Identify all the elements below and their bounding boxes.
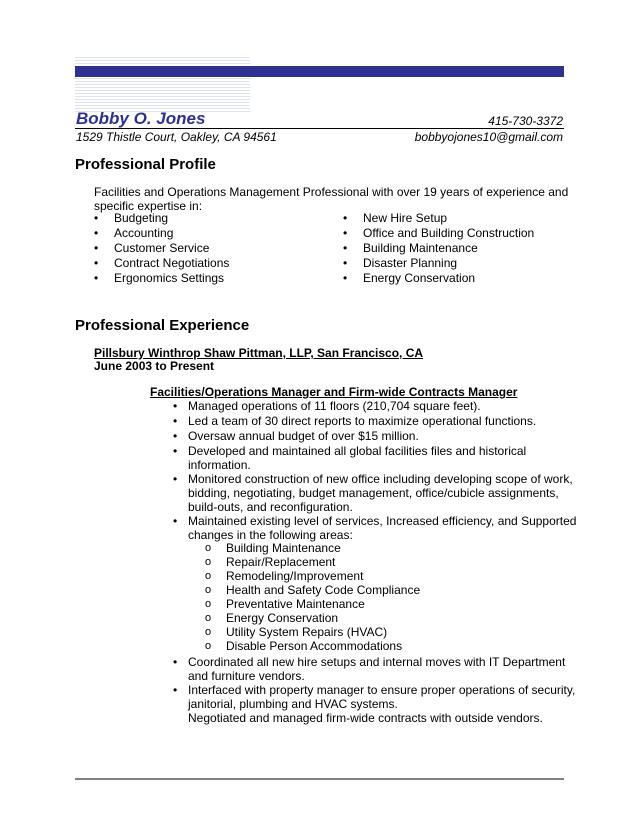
sub-bullet: o	[205, 598, 212, 610]
duty-line: Led a team of 30 direct reports to maximize operational functions.	[188, 414, 537, 428]
bullet-dot: •	[173, 444, 178, 458]
employment-dates: June 2003 to Present	[94, 359, 215, 373]
sub-item: Disable Person Accommodations	[226, 639, 403, 653]
expertise-item: • Building Maintenance	[343, 241, 534, 256]
duty-line: Managed operations of 11 floors (210,704 square feet).	[188, 399, 481, 413]
phone-number: 415-730-3372	[488, 114, 563, 128]
duty-line: information.	[188, 458, 251, 472]
expertise-item: • Customer Service	[94, 241, 229, 256]
sub-bullet: o	[205, 584, 212, 596]
sub-bullet: o	[205, 556, 212, 568]
footer-divider	[75, 778, 564, 780]
header-divider	[75, 128, 564, 129]
expertise-item: • Office and Building Construction	[343, 226, 534, 241]
bullet-dot: •	[173, 472, 178, 486]
duty-line: Coordinated all new hire setups and internal moves with IT Department	[188, 655, 566, 669]
bullet-dot: •	[173, 414, 178, 428]
profile-summary-line-1: Facilities and Operations Management Professional with over 19 years of experience and	[94, 185, 569, 199]
job-title: Facilities/Operations Manager and Firm-wide Contracts Manager	[150, 385, 518, 399]
sub-item: Repair/Replacement	[226, 555, 336, 569]
experience-heading: Professional Experience	[75, 317, 250, 334]
sub-bullet: o	[205, 640, 212, 652]
company-name: Pillsbury Winthrop Shaw Pittman, LLP, San Francisco, CA	[94, 346, 424, 360]
bullet-dot: •	[173, 683, 178, 697]
sub-bullet: o	[205, 570, 212, 582]
header-accent-bar	[75, 66, 564, 77]
candidate-name: Bobby O. Jones	[76, 109, 206, 128]
sub-item: Energy Conservation	[226, 611, 339, 625]
expertise-item: • Contract Negotiations	[94, 256, 229, 271]
expertise-item: • Budgeting	[94, 211, 229, 226]
expertise-item: • Energy Conservation	[343, 271, 534, 286]
duty-line: Oversaw annual budget of over $15 million.	[188, 429, 419, 443]
sub-bullet: o	[205, 626, 212, 638]
expertise-item: • Ergonomics Settings	[94, 271, 229, 286]
expertise-list-left	[94, 211, 229, 286]
expertise-item: • New Hire Setup	[343, 211, 534, 226]
duty-line: janitorial, plumbing and HVAC systems.	[188, 697, 398, 711]
sub-item: Utility System Repairs (HVAC)	[226, 625, 388, 639]
profile-summary-line-2: specific expertise in:	[94, 199, 203, 213]
profile-heading: Professional Profile	[75, 156, 216, 173]
duty-line: and furniture vendors.	[188, 669, 305, 683]
expertise-list-right	[343, 211, 534, 286]
bullet-dot: •	[173, 514, 178, 528]
sub-item: Remodeling/Improvement	[226, 569, 364, 583]
duty-line: Monitored construction of new office including developing scope of work,	[188, 472, 573, 486]
bullet-dot: •	[173, 399, 178, 413]
duty-line: Maintained existing level of services, Increased efficiency, and Supported	[188, 514, 577, 528]
duty-line: build-outs, and reconfiguration.	[188, 500, 353, 514]
sub-item: Preventative Maintenance	[226, 597, 365, 611]
email-address: bobbyojones10@gmail.com	[414, 130, 563, 144]
bullet-dot: •	[173, 429, 178, 443]
duty-line: bidding, negotiating, budget management, office/cubicle assignments,	[188, 486, 559, 500]
sub-bullet: o	[205, 612, 212, 624]
sub-item: Building Maintenance	[226, 541, 341, 555]
duty-line: Interfaced with property manager to ensure proper operations of security,	[188, 683, 576, 697]
sub-bullet: o	[205, 542, 212, 554]
duty-line: Negotiated and managed firm-wide contracts with outside vendors.	[188, 711, 543, 725]
expertise-item: • Disaster Planning	[343, 256, 534, 271]
sub-item: Health and Safety Code Compliance	[226, 583, 421, 597]
expertise-item: • Accounting	[94, 226, 229, 241]
mailing-address: 1529 Thistle Court, Oakley, CA 94561	[76, 130, 277, 144]
duty-line: Developed and maintained all global facilities files and historical	[188, 444, 527, 458]
duty-line: changes in the following areas:	[188, 528, 353, 542]
bullet-dot: •	[173, 655, 178, 669]
